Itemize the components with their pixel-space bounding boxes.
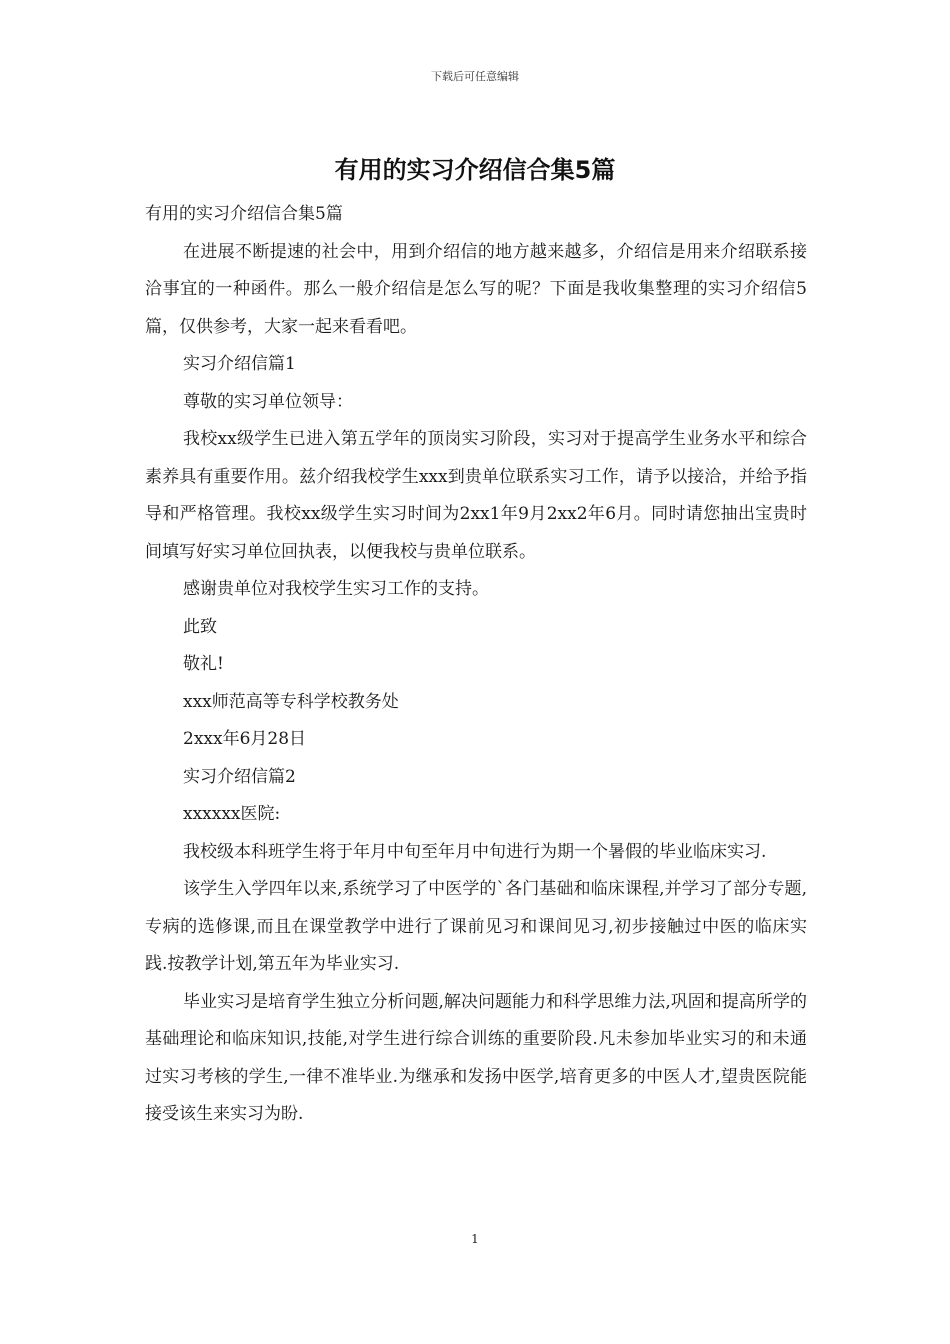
page-number: 1 — [471, 1232, 479, 1246]
document-body — [145, 196, 807, 1134]
paragraph-letter-1-date: 2xxx年6月28日 — [183, 729, 307, 749]
document-title: 有用的实习介绍信合集5篇 — [334, 156, 616, 184]
page-header-note: 下载后可任意编辑 — [431, 70, 519, 83]
paragraph-letter-2-salutation: xxxxxx医院: — [183, 804, 281, 824]
paragraph-subtitle: 有用的实习介绍信合集5篇 — [145, 204, 343, 224]
paragraph-letter-1-regards: 敬礼! — [183, 654, 224, 674]
paragraph-letter-1-body: 我校xx级学生已进入第五学年的顶岗实习阶段，实习对于提高学生业务水平和综合素养具有重要作用。兹介绍我校学生xxx到贵单位联系实习工作，请予以接洽，并给予指导和严格管理。我校xx级学生实习时间为2xx1年9月2xx2年6月。同时请您抽出宝贵时间填写好实习单位回执表，以便我校与贵单位联系。 — [145, 429, 807, 562]
paragraph-letter-1-heading: 实习介绍信篇1 — [183, 354, 296, 374]
paragraph-letter-2-intro: 我校级本科班学生将于年月中旬至年月中旬进行为期一个暑假的毕业临床实习. — [183, 841, 767, 862]
paragraph-letter-1-closing: 此致 — [183, 616, 217, 637]
paragraph-letter-2-heading: 实习介绍信篇2 — [183, 766, 296, 787]
paragraph-intro: 在进展不断提速的社会中，用到介绍信的地方越来越多，介绍信是用来介绍联系接洽事宜的一种函件。那么一般介绍信是怎么写的呢？下面是我收集整理的实习介绍信5篇，仅供参考，大家一起来看看吧。 — [145, 241, 807, 337]
paragraph-letter-1-signature: xxx师范高等专科学校教务处 — [183, 691, 399, 712]
paragraph-letter-1-salutation: 尊敬的实习单位领导： — [183, 391, 353, 412]
paragraph-letter-2-purpose: 毕业实习是培育学生独立分析问题,解决问题能力和科学思维力法,巩固和提高所学的基础理论和临床知识,技能,对学生进行综合训练的重要阶段.凡未参加毕业实习的和未通过实习考核的学生,一律不准毕业.为继承和发扬中医学,培育更多的中医人才,望贵医院能接受该生来实习为盼. — [145, 991, 807, 1124]
paragraph-letter-2-study: 该学生入学四年以来,系统学习了中医学的`各门基础和临床课程,并学习了部分专题,专病的选修课,而且在课堂教学中进行了课前见习和课间见习,初步接触过中医的临床实践.按教学计划,第五年为毕业实习. — [145, 879, 807, 974]
paragraph-letter-1-thanks: 感谢贵单位对我校学生实习工作的支持。 — [183, 579, 489, 599]
